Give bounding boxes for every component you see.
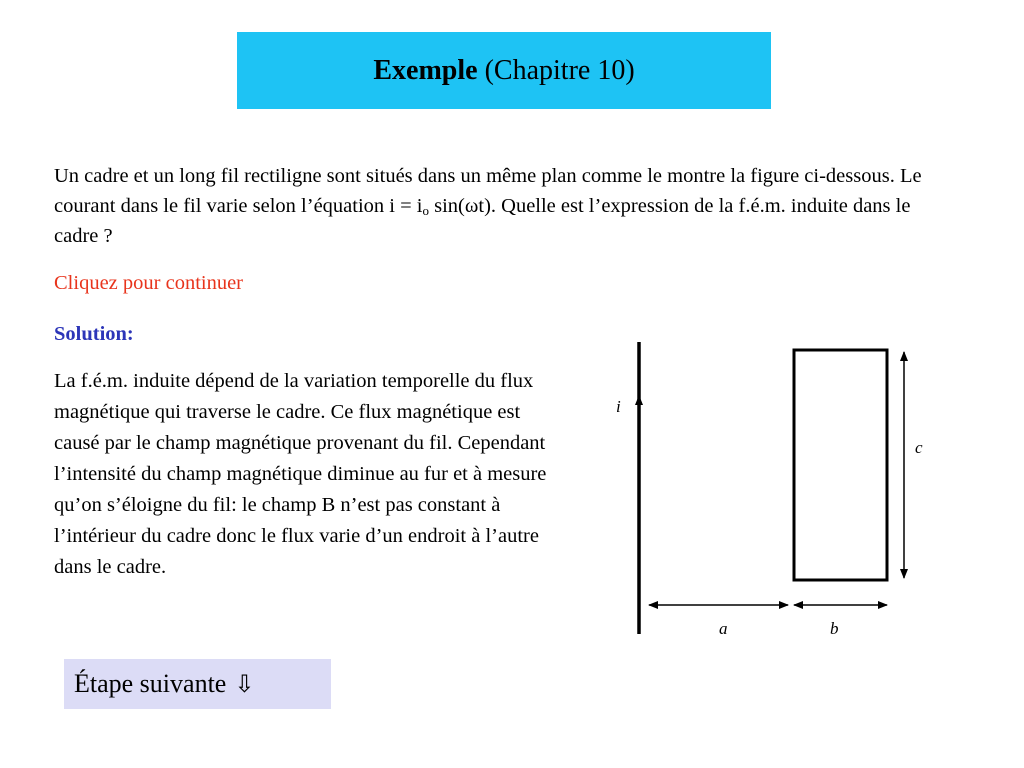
label-c: c	[915, 438, 923, 457]
down-arrow-icon: ⇩	[234, 671, 255, 698]
next-step-label: Étape suivante	[74, 669, 227, 698]
solution-body: La f.é.m. induite dépend de la variation temporelle du flux magnétique qui traverse le cadre. Ce flux magnétique est causé par le champ magnétique provenant du fil. Cependant l’intensité du champ magnétique diminue au fur et à mesure qu’on s’éloigne du fil: le champ B n’est pas constant à l’intérieur du cadre donc le flux varie d’un endroit à l’autre dans le cadre.	[54, 370, 547, 578]
rectangular-frame	[794, 350, 887, 580]
wire-frame-diagram	[560, 330, 980, 650]
problem-text-2: sin(ωt). Quelle est l’expression de la f.é.m. induite dans le cadre ?	[54, 195, 911, 247]
next-step-button[interactable]	[64, 659, 331, 709]
title-rest: (Chapitre 10)	[484, 54, 635, 86]
slide-title	[237, 32, 771, 109]
continue-link[interactable]: Cliquez pour continuer	[54, 272, 244, 294]
problem-text-1: Un cadre et un long fil rectiligne sont situés dans un même plan comme le montre la figure ci-dessous. Le courant dans le fil varie selon l’équation i = i	[54, 165, 922, 217]
problem-statement	[54, 161, 954, 251]
title-bold: Exemple	[373, 54, 478, 86]
label-i: i	[616, 397, 621, 416]
label-a: a	[719, 619, 728, 638]
label-b: b	[830, 619, 839, 638]
solution-label: Solution:	[54, 323, 134, 345]
problem-subscript: o	[422, 203, 429, 218]
